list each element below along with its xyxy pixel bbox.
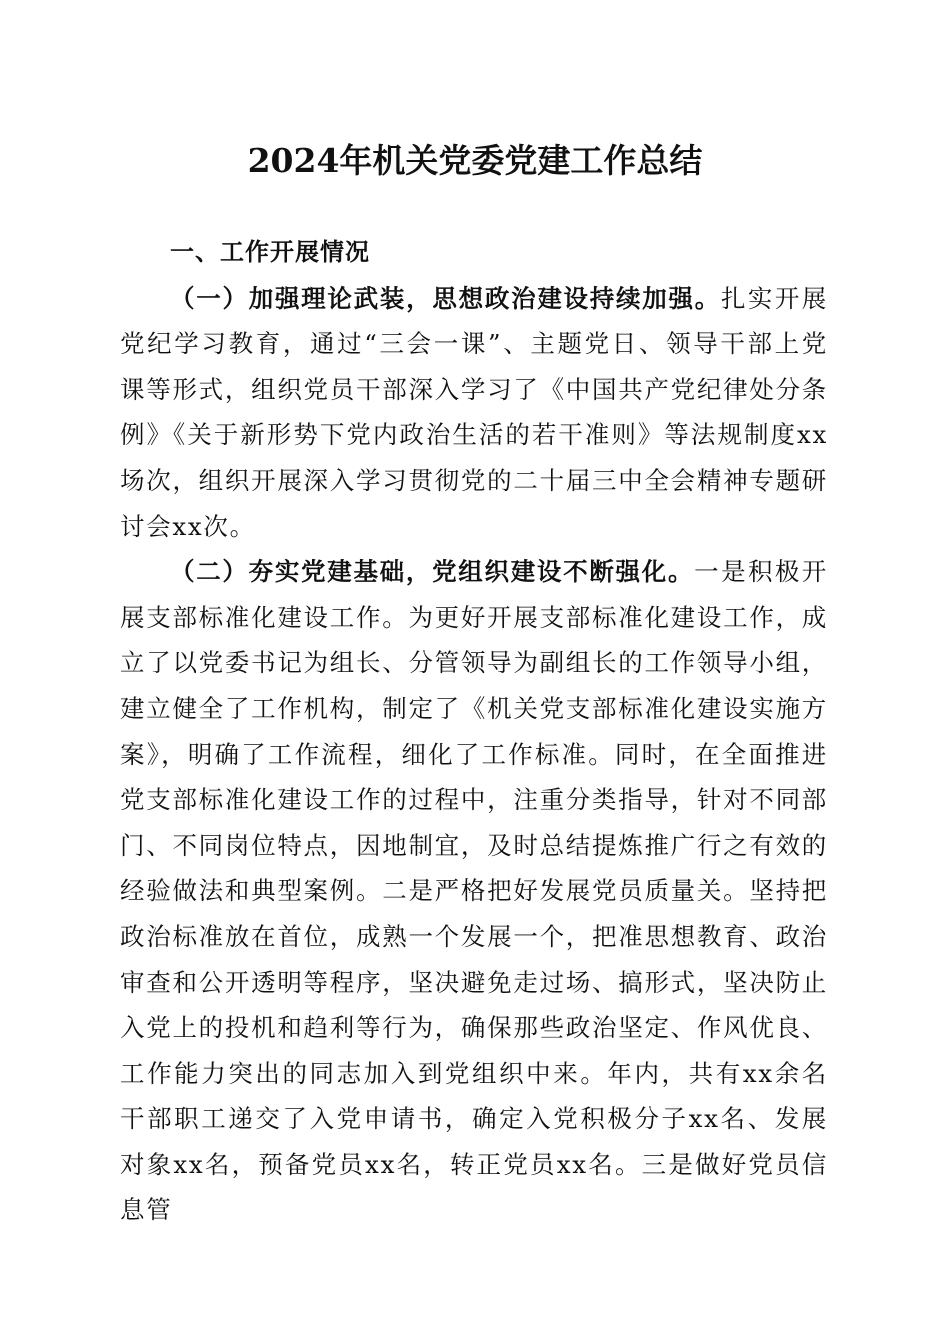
paragraph-2 bbox=[120, 549, 828, 1233]
paragraph-1 bbox=[120, 276, 828, 550]
section-heading: 一、工作开展情况 bbox=[170, 238, 370, 266]
paragraph-2-text: 一是积极开展支部标准化建设工作。为更好开展支部标准化建设工作，成立了以党委书记为组长、分管领导为副组长的工作领导小组，建立健全了工作机构，制定了《机关党支部标准化建设实施方案》，明确了工作流程，细化了工作标准。同时，在全面推进党支部标准化建设工作的过程中，注重分类指导，针对不同部门、不同岗位特点，因地制宜，及时总结提炼推广行之有效的经验做法和典型案例。二是严格把好发展党员质量关。坚持把政治标准放在首位，成熟一个发展一个，把准思想教育、政治审查和公开透明等程序，坚决避免走过场、搞形式，坚决防止入党上的投机和趋利等行为，确保那些政治坚定、作风优良、工作能力突出的同志加入到党组织中来。年内，共有xx余名干部职工递交了入党申请书，确定入党积极分子xx名、发展对象xx名，预备党员xx名，转正党员xx名。三是做好党员信息管 bbox=[120, 557, 829, 1225]
paragraph-1-lead: （一）加强理论武装，思想政治建设持续加强。 bbox=[170, 283, 721, 313]
paragraph-2-lead: （二）夯实党建基础，党组织建设不断强化。 bbox=[170, 557, 695, 587]
document-body bbox=[120, 230, 828, 1233]
document-title: 2024年机关党委党建工作总结 bbox=[247, 141, 703, 180]
paragraph-1-text: 扎实开展党纪学习教育，通过“三会一课”、主题党日、领导干部上党课等形式，组织党员干部深入学习了《中国共产党纪律处分条例》《关于新形势下党内政治生活的若干准则》等法规制度xx场次，组织开展深入学习贯彻党的二十届三中全会精神专题研讨会xx次。 bbox=[120, 283, 828, 541]
